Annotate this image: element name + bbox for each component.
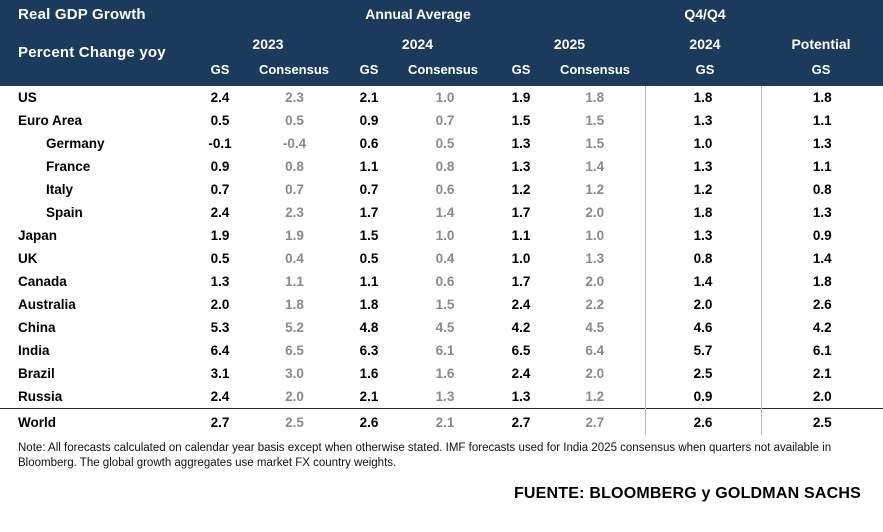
cell-gs-potential: 2.6 <box>761 293 883 316</box>
cell-gs-2024: 2.1 <box>359 90 379 105</box>
cell-consensus-2023: 0.8 <box>285 159 304 174</box>
cell-gs-q4-2024: 1.8 <box>645 86 761 109</box>
cell-gs-2024: 1.5 <box>359 228 379 243</box>
table-row <box>0 201 883 224</box>
row-label: Japan <box>18 228 58 243</box>
cell-consensus-2025: 1.0 <box>585 228 605 243</box>
cell-gs-potential: 1.8 <box>761 270 883 293</box>
page-subtitle: Percent Change yoy <box>18 44 166 61</box>
col-header-consensus-2024: Consensus <box>407 62 479 77</box>
cell-gs-2025: 2.4 <box>511 366 531 381</box>
table-body <box>0 86 883 435</box>
cell-gs-potential: 2.0 <box>761 385 883 408</box>
cell-consensus-2025: 2.0 <box>585 366 605 381</box>
cell-consensus-2024: 0.6 <box>435 182 455 197</box>
col-header-gs-2023: GS <box>210 62 230 77</box>
cell-gs-q4-2024: 1.4 <box>645 270 761 293</box>
table-row <box>0 362 883 385</box>
cell-gs-2025: 6.5 <box>511 343 531 358</box>
table-row <box>0 293 883 316</box>
cell-gs-potential: 4.2 <box>761 316 883 339</box>
cell-consensus-2024: 0.5 <box>435 136 455 151</box>
cell-gs-2023: 2.4 <box>210 388 230 404</box>
page-title: Real GDP Growth <box>18 6 146 23</box>
cell-consensus-2024: 0.4 <box>435 251 455 266</box>
cell-consensus-2024: 1.4 <box>435 205 455 220</box>
cell-gs-2024: 0.9 <box>359 113 379 128</box>
cell-gs-2024: 0.6 <box>359 136 379 151</box>
cell-gs-q4-2024: 2.5 <box>645 362 761 385</box>
table-header <box>0 0 883 86</box>
table-row <box>0 247 883 270</box>
cell-consensus-2025: 2.0 <box>585 274 605 289</box>
cell-consensus-2024: 1.3 <box>435 388 455 404</box>
table-row <box>0 339 883 362</box>
cell-gs-2024: 1.1 <box>359 159 379 174</box>
cell-gs-2024: 0.7 <box>359 182 379 197</box>
cell-gs-potential: 1.1 <box>761 155 883 178</box>
table-row <box>0 86 883 109</box>
cell-gs-2024: 1.8 <box>359 297 379 312</box>
cell-gs-potential: 1.8 <box>761 86 883 109</box>
cell-consensus-2025: 1.5 <box>585 136 605 151</box>
cell-consensus-2023: 0.7 <box>285 182 304 197</box>
group-header-annual-average: Annual Average <box>365 6 471 22</box>
cell-gs-2025: 1.7 <box>511 205 531 220</box>
cell-gs-q4-2024: 1.2 <box>645 178 761 201</box>
col-header-gs-2025: GS <box>511 62 531 77</box>
cell-gs-2024: 4.8 <box>359 320 379 335</box>
cell-consensus-2023: 1.8 <box>285 297 304 312</box>
cell-gs-2023: 2.4 <box>210 90 230 105</box>
cell-gs-potential: 2.1 <box>761 362 883 385</box>
cell-gs-2025: 1.9 <box>511 90 531 105</box>
table-row-total <box>0 408 883 435</box>
table-row <box>0 316 883 339</box>
cell-consensus-2024: 1.0 <box>435 228 455 243</box>
cell-gs-q4-2024: 2.0 <box>645 293 761 316</box>
row-label: UK <box>18 251 38 266</box>
cell-gs-2025: 1.7 <box>511 274 531 289</box>
cell-consensus-2023: 2.5 <box>244 408 345 435</box>
cell-gs-2024: 1.7 <box>359 205 379 220</box>
row-label: India <box>18 343 50 358</box>
row-label: Spain <box>46 205 83 220</box>
table-row <box>0 385 883 408</box>
cell-gs-2023: 2.7 <box>196 408 244 435</box>
cell-consensus-2023: 2.3 <box>285 90 304 105</box>
cell-gs-2023: -0.1 <box>208 136 232 151</box>
table-row <box>0 132 883 155</box>
cell-consensus-2025: 2.0 <box>585 205 605 220</box>
cell-consensus-2025: 4.5 <box>585 320 605 335</box>
gdp-data-table <box>0 86 883 435</box>
cell-consensus-2024: 1.0 <box>435 90 455 105</box>
cell-consensus-2023: 2.3 <box>285 205 304 220</box>
cell-gs-2025: 1.2 <box>511 182 531 197</box>
cell-consensus-2023: 3.0 <box>285 366 304 381</box>
cell-gs-q4-2024: 1.3 <box>645 109 761 132</box>
cell-gs-2023: 0.7 <box>210 182 230 197</box>
cell-gs-potential: 0.9 <box>761 224 883 247</box>
cell-gs-2023: 2.0 <box>210 297 230 312</box>
year-header-2023: 2023 <box>252 36 284 52</box>
cell-gs-2024: 0.5 <box>359 251 379 266</box>
cell-gs-2025: 1.1 <box>511 228 531 243</box>
cell-gs-potential: 2.5 <box>761 408 883 435</box>
cell-gs-2024: 1.6 <box>359 366 379 381</box>
cell-gs-potential: 1.3 <box>761 132 883 155</box>
cell-consensus-2024: 4.5 <box>435 320 455 335</box>
cell-consensus-2025: 2.2 <box>585 297 605 312</box>
cell-gs-2024: 2.6 <box>345 408 393 435</box>
year-header-2024: 2024 <box>401 36 434 52</box>
cell-gs-2024: 6.3 <box>359 343 379 358</box>
cell-gs-2025: 1.3 <box>511 159 531 174</box>
table-row <box>0 178 883 201</box>
table-row <box>0 109 883 132</box>
source-credit: FUENTE: BLOOMBERG y GOLDMAN SACHS <box>513 485 861 502</box>
footnote: Note: All forecasts calculated on calendar year basis except when otherwise stated. IMF forecasts used for India 2025 consensus when quarters not available in Bloomberg. The global growth aggregates use market FX country weights. <box>18 442 832 469</box>
cell-consensus-2023: 0.4 <box>285 251 304 266</box>
cell-gs-2025: 2.4 <box>511 297 531 312</box>
cell-gs-2023: 0.9 <box>210 159 230 174</box>
cell-consensus-2023: 0.5 <box>285 113 304 128</box>
col-header-gs-potential: GS <box>811 62 831 77</box>
cell-gs-2023: 3.1 <box>210 366 230 381</box>
row-label: Brazil <box>18 366 55 381</box>
cell-consensus-2023: 1.9 <box>285 228 304 243</box>
row-label: Russia <box>18 388 63 404</box>
cell-consensus-2023: 5.2 <box>285 320 304 335</box>
cell-gs-2023: 5.3 <box>210 320 230 335</box>
cell-gs-2023: 0.5 <box>210 251 230 266</box>
cell-consensus-2025: 1.2 <box>585 182 605 197</box>
cell-gs-potential: 1.4 <box>761 247 883 270</box>
cell-consensus-2024: 0.7 <box>435 113 455 128</box>
cell-gs-2025: 2.7 <box>497 408 545 435</box>
cell-consensus-2023: 2.0 <box>285 388 304 404</box>
cell-consensus-2025: 6.4 <box>585 343 605 358</box>
row-label: China <box>18 320 56 335</box>
cell-gs-q4-2024: 4.6 <box>645 316 761 339</box>
cell-gs-q4-2024: 0.9 <box>645 385 761 408</box>
row-label: Canada <box>18 274 67 289</box>
cell-consensus-2024: 1.6 <box>435 366 455 381</box>
cell-gs-q4-2024: 2.6 <box>645 408 761 435</box>
col-header-consensus-2023: Consensus <box>258 62 330 77</box>
cell-gs-2023: 0.5 <box>210 113 230 128</box>
cell-consensus-2025: 1.8 <box>585 90 605 105</box>
cell-gs-2025: 1.0 <box>511 251 531 266</box>
cell-consensus-2023: -0.4 <box>282 136 307 151</box>
group-header-q4q4: Q4/Q4 <box>684 6 726 22</box>
cell-gs-2024: 1.1 <box>359 274 379 289</box>
cell-gs-2025: 1.5 <box>511 113 531 128</box>
year-header-q4-2024: 2024 <box>689 36 721 52</box>
cell-gs-potential: 1.3 <box>761 201 883 224</box>
cell-consensus-2025: 2.7 <box>545 408 645 435</box>
cell-gs-q4-2024: 0.8 <box>645 247 761 270</box>
cell-gs-q4-2024: 1.3 <box>645 155 761 178</box>
cell-gs-2025: 1.3 <box>511 388 531 404</box>
cell-consensus-2025: 1.2 <box>585 388 605 404</box>
cell-gs-q4-2024: 1.3 <box>645 224 761 247</box>
row-label: Euro Area <box>18 113 83 128</box>
cell-gs-2025: 1.3 <box>511 136 531 151</box>
cell-consensus-2025: 1.3 <box>585 251 605 266</box>
row-label: France <box>46 159 91 174</box>
year-header-2025: 2025 <box>553 36 586 52</box>
cell-consensus-2023: 6.5 <box>285 343 304 358</box>
row-label: Germany <box>46 136 105 151</box>
cell-consensus-2023: 1.1 <box>285 274 304 289</box>
table-row <box>0 270 883 293</box>
cell-gs-2023: 1.3 <box>210 274 230 289</box>
row-label: World <box>0 408 196 435</box>
cell-consensus-2024: 6.1 <box>435 343 455 358</box>
cell-gs-q4-2024: 5.7 <box>645 339 761 362</box>
row-label: US <box>18 90 37 105</box>
row-label: Australia <box>18 297 76 312</box>
col-header-consensus-2025: Consensus <box>559 62 631 77</box>
cell-gs-potential: 1.1 <box>761 109 883 132</box>
cell-gs-potential: 6.1 <box>761 339 883 362</box>
table-row <box>0 224 883 247</box>
cell-consensus-2024: 0.6 <box>435 274 455 289</box>
table-row <box>0 155 883 178</box>
cell-gs-q4-2024: 1.0 <box>645 132 761 155</box>
col-header-gs-2024: GS <box>359 62 379 77</box>
cell-gs-2023: 2.4 <box>210 205 230 220</box>
cell-consensus-2024: 2.1 <box>393 408 497 435</box>
cell-gs-2025: 4.2 <box>511 320 531 335</box>
cell-gs-potential: 0.8 <box>761 178 883 201</box>
col-header-gs-q4: GS <box>695 62 715 77</box>
cell-gs-2024: 2.1 <box>359 388 379 404</box>
cell-consensus-2024: 0.8 <box>435 159 455 174</box>
cell-gs-q4-2024: 1.8 <box>645 201 761 224</box>
cell-consensus-2024: 1.5 <box>435 297 455 312</box>
cell-consensus-2025: 1.4 <box>585 159 605 174</box>
cell-consensus-2025: 1.5 <box>585 113 605 128</box>
row-label: Italy <box>46 182 74 197</box>
cell-gs-2023: 6.4 <box>210 343 230 358</box>
cell-gs-2023: 1.9 <box>210 228 230 243</box>
potential-header: Potential <box>791 36 851 52</box>
